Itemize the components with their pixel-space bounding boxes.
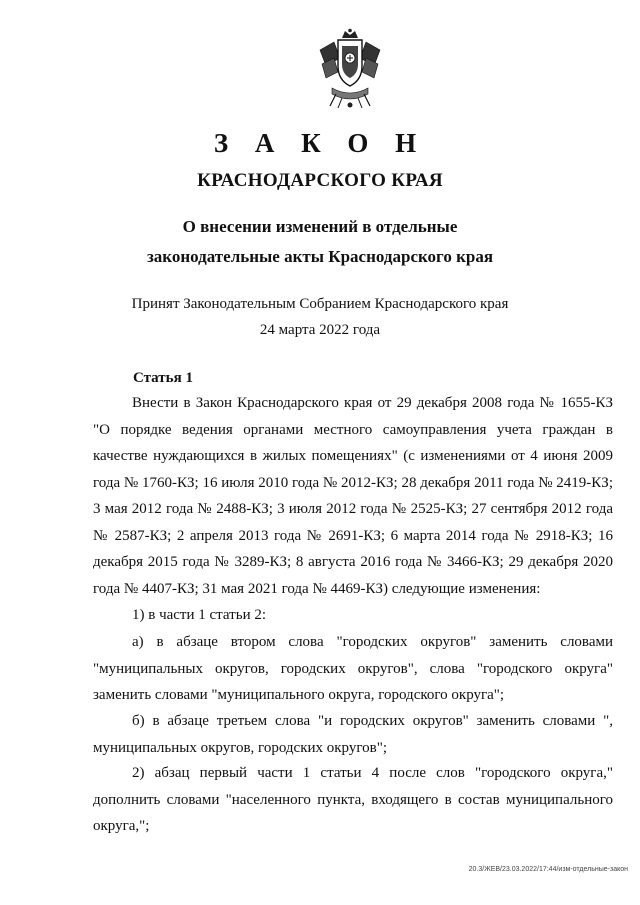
article-paragraph: 2) абзац первый части 1 статьи 4 после слов "городского округа," дополнить словами "населенного пункта, входящего в состав муниципального округа,"; — [93, 765, 613, 834]
adoption-line-1: Принят Законодательным Собранием Краснодарского края — [131, 296, 509, 312]
law-subtitle: КРАСНОДАРСКОГО КРАЯ — [197, 170, 443, 191]
law-title: З А К О Н — [213, 128, 427, 158]
coat-of-arms-icon — [314, 28, 386, 110]
article-paragraph: а) в абзаце втором слова "городских округов" заменить словами "муниципальных округов, городских округов", слова "городского округа" заменить словами "муниципального округа, городского округа"; — [93, 634, 613, 703]
law-heading-line-1: О внесении изменений в отдельные — [182, 217, 458, 236]
document-footer-stamp: 20.3/ЖЕВ/23.03.2022/17:44/изм-отдельные-закон — [468, 866, 628, 873]
article-paragraph: Внести в Закон Краснодарского края от 29 декабря 2008 года № 1655-КЗ "О порядке ведения органами местного самоуправления учета граждан в качестве нуждающихся в жилых помещениях" (с изменениями от 4 июня 2009 года № 1760-КЗ; 16 июля 2010 года № 2012-КЗ; 28 декабря 2011 года № 2419-КЗ; 3 мая 2012 года № 2488-КЗ; 3 июля 2012 года № 2525-КЗ; 27 сентября 2012 года № 2587-КЗ; 2 апреля 2013 года № 2691-КЗ; 6 марта 2014 года № 2918-КЗ; 16 декабря 2015 года № 3289-КЗ; 8 августа 2016 года № 3466-КЗ; 29 декабря 2020 года № 4407-КЗ; 31 мая 2021 года № 4469-КЗ) следующие изменения: — [93, 395, 613, 597]
article-title: Статья 1 — [133, 370, 193, 386]
article-paragraph: 1) в части 1 статьи 2: — [132, 607, 267, 623]
law-heading-line-2: законодательные акты Краснодарского края — [146, 247, 494, 266]
article-paragraph: б) в абзаце третьем слова "и городских округов" заменить словами ", муниципальных округов, городских округов"; — [93, 713, 613, 756]
adoption-date: 24 марта 2022 года — [259, 322, 381, 338]
